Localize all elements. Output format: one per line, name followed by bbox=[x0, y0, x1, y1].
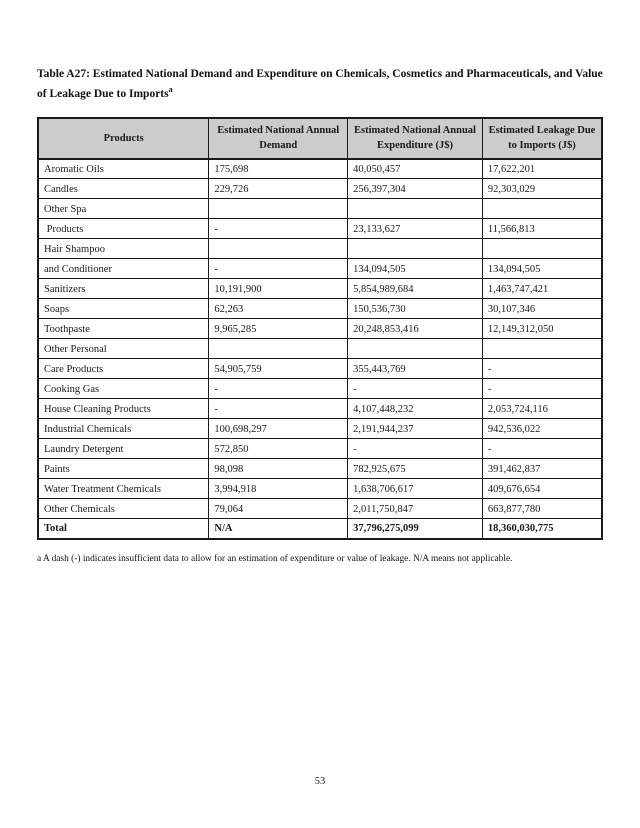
product-cell: Toothpaste bbox=[38, 319, 209, 339]
table-row bbox=[38, 459, 602, 479]
demand-cell: - bbox=[209, 379, 348, 399]
page-content bbox=[37, 66, 603, 566]
table-footnote: a A dash (-) indicates insufficient data to allow for an estimation of expenditure or value of leakage. N/A means not applicable. bbox=[37, 554, 513, 565]
table-row bbox=[38, 339, 602, 359]
leakage-cell: - bbox=[482, 439, 602, 459]
product-cell: Care Products bbox=[38, 359, 209, 379]
product-cell: Other Personal bbox=[38, 339, 209, 359]
col-header-annual-expenditure: Estimated National Annual Expenditure (J$) bbox=[348, 118, 483, 158]
expenditure-cell: 256,397,304 bbox=[348, 179, 483, 199]
product-cell: and Conditioner bbox=[38, 259, 209, 279]
header-row bbox=[38, 118, 602, 158]
table-row bbox=[38, 319, 602, 339]
expenditure-cell bbox=[348, 239, 483, 259]
demand-cell: 572,850 bbox=[209, 439, 348, 459]
leakage-cell: 409,676,654 bbox=[482, 479, 602, 499]
leakage-cell: 2,053,724,116 bbox=[482, 399, 602, 419]
leakage-cell: 12,149,312,050 bbox=[482, 319, 602, 339]
demand-cell: 100,698,297 bbox=[209, 419, 348, 439]
leakage-cell: 11,566,813 bbox=[482, 219, 602, 239]
demand-cell: - bbox=[209, 399, 348, 419]
expenditure-cell: 4,107,448,232 bbox=[348, 399, 483, 419]
table-row bbox=[38, 379, 602, 399]
leakage-cell: 18,360,030,775 bbox=[482, 519, 602, 539]
table-title bbox=[37, 66, 603, 103]
table-row bbox=[38, 439, 602, 459]
leakage-cell: 391,462,837 bbox=[482, 459, 602, 479]
table-row bbox=[38, 359, 602, 379]
leakage-cell: 30,107,346 bbox=[482, 299, 602, 319]
expenditure-cell bbox=[348, 339, 483, 359]
table-row bbox=[38, 199, 602, 219]
table-row bbox=[38, 299, 602, 319]
demand-cell bbox=[209, 339, 348, 359]
product-cell: Industrial Chemicals bbox=[38, 419, 209, 439]
product-cell: Total bbox=[38, 519, 209, 539]
title-footnote-marker: a bbox=[168, 84, 173, 94]
expenditure-cell: - bbox=[348, 439, 483, 459]
demand-cell: 229,726 bbox=[209, 179, 348, 199]
demand-cell bbox=[209, 239, 348, 259]
product-cell: Water Treatment Chemicals bbox=[38, 479, 209, 499]
leakage-cell: 92,303,029 bbox=[482, 179, 602, 199]
page-number: 53 bbox=[314, 776, 326, 787]
table-row bbox=[38, 239, 602, 259]
expenditure-cell: 5,854,989,684 bbox=[348, 279, 483, 299]
product-cell: Other Chemicals bbox=[38, 499, 209, 519]
leakage-cell: 17,622,201 bbox=[482, 159, 602, 179]
product-cell: Candles bbox=[38, 179, 209, 199]
table-row bbox=[38, 279, 602, 299]
table-row bbox=[38, 219, 602, 239]
demand-cell: - bbox=[209, 259, 348, 279]
expenditure-cell bbox=[348, 199, 483, 219]
demand-cell: 98,098 bbox=[209, 459, 348, 479]
expenditure-cell: 20,248,853,416 bbox=[348, 319, 483, 339]
table-row bbox=[38, 499, 602, 519]
table-row bbox=[38, 399, 602, 419]
expenditure-cell: 2,191,944,237 bbox=[348, 419, 483, 439]
expenditure-cell: 782,925,675 bbox=[348, 459, 483, 479]
expenditure-cell: - bbox=[348, 379, 483, 399]
leakage-cell: - bbox=[482, 379, 602, 399]
expenditure-cell: 134,094,505 bbox=[348, 259, 483, 279]
leakage-cell bbox=[482, 239, 602, 259]
expenditure-cell: 23,133,627 bbox=[348, 219, 483, 239]
expenditure-cell: 355,443,769 bbox=[348, 359, 483, 379]
table-row bbox=[38, 259, 602, 279]
table-row bbox=[38, 159, 602, 179]
demand-cell: 79,064 bbox=[209, 499, 348, 519]
col-header-products: Products bbox=[38, 118, 209, 158]
demand-cell: 10,191,900 bbox=[209, 279, 348, 299]
product-cell: Sanitizers bbox=[38, 279, 209, 299]
leakage-cell bbox=[482, 199, 602, 219]
product-cell: Products bbox=[38, 219, 209, 239]
table-body bbox=[38, 159, 602, 539]
product-cell: Other Spa bbox=[38, 199, 209, 219]
leakage-cell bbox=[482, 339, 602, 359]
table-title-text: Table A27: Estimated National Demand and Expenditure on Chemicals, Cosmetics and Pharmaceuticals, and Value of Leakage Due to Imports bbox=[37, 68, 603, 100]
product-cell: House Cleaning Products bbox=[38, 399, 209, 419]
table-row bbox=[38, 419, 602, 439]
table-row bbox=[38, 519, 602, 539]
table-row bbox=[38, 479, 602, 499]
data-table bbox=[37, 117, 603, 540]
demand-cell: 3,994,918 bbox=[209, 479, 348, 499]
expenditure-cell: 37,796,275,099 bbox=[348, 519, 483, 539]
col-header-annual-demand: Estimated National Annual Demand bbox=[209, 118, 348, 158]
leakage-cell: 942,536,022 bbox=[482, 419, 602, 439]
demand-cell: 175,698 bbox=[209, 159, 348, 179]
expenditure-cell: 40,050,457 bbox=[348, 159, 483, 179]
demand-cell: 62,263 bbox=[209, 299, 348, 319]
product-cell: Paints bbox=[38, 459, 209, 479]
demand-cell: 9,965,285 bbox=[209, 319, 348, 339]
product-cell: Cooking Gas bbox=[38, 379, 209, 399]
leakage-cell: 1,463,747,421 bbox=[482, 279, 602, 299]
product-cell: Laundry Detergent bbox=[38, 439, 209, 459]
leakage-cell: 134,094,505 bbox=[482, 259, 602, 279]
expenditure-cell: 2,011,750,847 bbox=[348, 499, 483, 519]
demand-cell: 54,905,759 bbox=[209, 359, 348, 379]
demand-cell: - bbox=[209, 219, 348, 239]
expenditure-cell: 1,638,706,617 bbox=[348, 479, 483, 499]
product-cell: Hair Shampoo bbox=[38, 239, 209, 259]
product-cell: Aromatic Oils bbox=[38, 159, 209, 179]
demand-cell bbox=[209, 199, 348, 219]
demand-cell: N/A bbox=[209, 519, 348, 539]
expenditure-cell: 150,536,730 bbox=[348, 299, 483, 319]
col-header-leakage-imports: Estimated Leakage Due to Imports (J$) bbox=[482, 118, 602, 158]
table-row bbox=[38, 179, 602, 199]
leakage-cell: 663,877,780 bbox=[482, 499, 602, 519]
product-cell: Soaps bbox=[38, 299, 209, 319]
leakage-cell: - bbox=[482, 359, 602, 379]
